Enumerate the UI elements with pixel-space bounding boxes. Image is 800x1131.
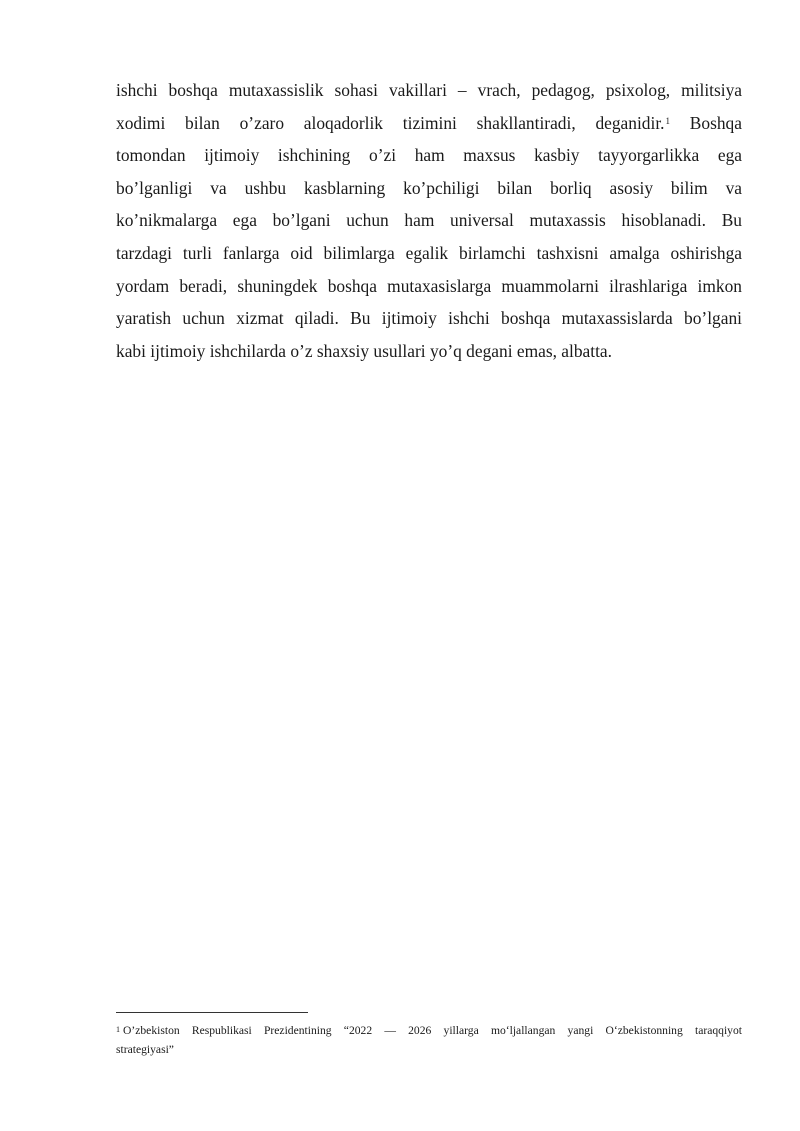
paragraph-line-3: tomondan ijtimoiy ishchining o’zi ham maxsus kasbiy tayyorgarlikka ega bbox=[116, 145, 742, 166]
paragraph-line-1: ishchi boshqa mutaxassislik sohasi vakillari – vrach, pedagog, psixolog, militsiya bbox=[116, 80, 742, 100]
paragraph-line-2 bbox=[116, 107, 742, 140]
paragraph-line-6: tarzdagi turli fanlarga oid bilimlarga egalik birlamchi tashxisni amalga oshirishga bbox=[116, 242, 742, 263]
paragraph-line-2-tail: Boshqa bbox=[689, 112, 742, 133]
body-paragraph bbox=[116, 74, 742, 367]
footnote-text-1: O’zbekiston Respublikasi Prezidentining “2022 — 2026 yillarga mo‘ljallangan yangi O‘zbekistonning taraqqiyot bbox=[123, 1024, 742, 1037]
footnote-line-1 bbox=[116, 1021, 742, 1040]
paragraph-line-9: kabi ijtimoiy ishchilarda o’z shaxsiy usullari yo’q degani emas, albatta. bbox=[116, 340, 612, 361]
footnote bbox=[116, 1021, 742, 1059]
footnote-separator bbox=[116, 1012, 308, 1013]
paragraph-line-7: yordam beradi, shuningdek boshqa mutaxasislarga muammolarni ilrashlariga imkon bbox=[116, 275, 742, 296]
paragraph-line-2-text: xodimi bilan o’zaro aloqadorlik tizimini shakllantiradi, deganidir. bbox=[116, 112, 665, 133]
paragraph-line-8: yaratish uchun xizmat qiladi. Bu ijtimoiy ishchi boshqa mutaxassislarda bo’lgani bbox=[116, 308, 742, 329]
paragraph-line-5: ko’nikmalarga ega bo’lgani uchun ham universal mutaxassis hisoblanadi. Bu bbox=[116, 210, 742, 231]
footnote-number: 1 bbox=[116, 1025, 120, 1034]
footnote-line-2: strategiyasi” bbox=[116, 1043, 174, 1056]
paragraph-line-4: bo’lganligi va ushbu kasblarning ko’pchiligi bilan borliq asosiy bilim va bbox=[116, 177, 742, 198]
footnote-reference[interactable]: 1 bbox=[665, 115, 671, 126]
